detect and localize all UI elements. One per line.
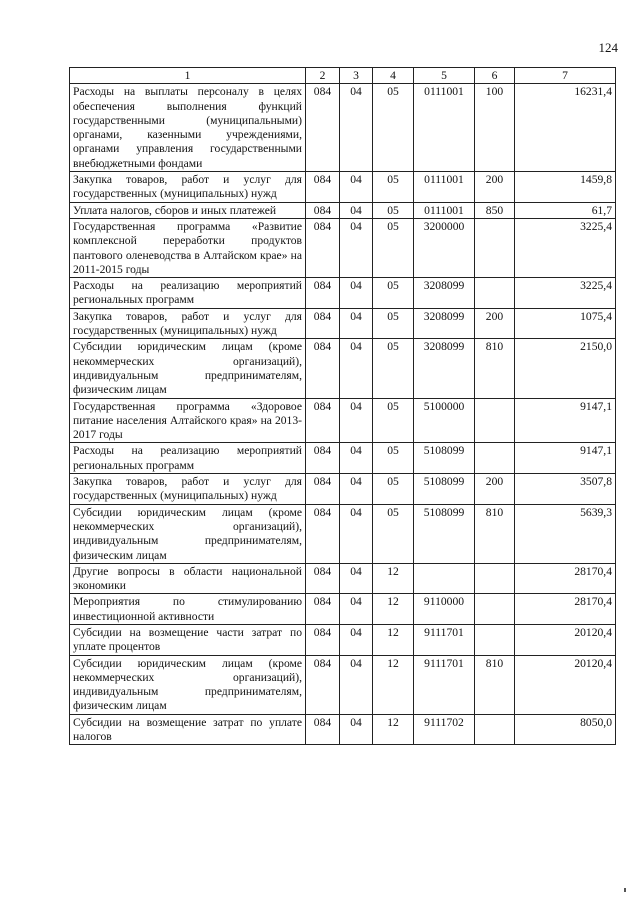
subsection-code: 05 [373,218,414,277]
target-article-code: 0111001 [414,202,475,218]
column-header: 7 [515,68,616,84]
item-description: Уплата налогов, сборов и иных платежей [70,202,306,218]
section-code: 04 [340,398,373,443]
amount-value: 1459,8 [515,172,616,203]
section-code: 04 [340,172,373,203]
target-article-code: 0111001 [414,84,475,172]
item-description: Субсидии на возмещение затрат по уплате налогов [70,714,306,745]
expense-type-code: 810 [475,504,515,563]
subsection-code: 12 [373,714,414,745]
subsection-code: 05 [373,339,414,398]
admin-code: 084 [306,218,340,277]
table-row [70,339,616,398]
amount-value: 3507,8 [515,474,616,505]
expense-type-code: 200 [475,474,515,505]
subsection-code: 05 [373,278,414,309]
table-row [70,308,616,339]
item-description: Расходы на выплаты персоналу в целях обеспечения выполнения функций государственными (муниципальными) органами, казенными учреждениями, органами управления государственными внебюджетными фондами [70,84,306,172]
amount-value: 1075,4 [515,308,616,339]
item-description: Субсидии юридическим лицам (кроме некоммерческих организаций), индивидуальным предпринимателям, физическим лицам [70,504,306,563]
admin-code: 084 [306,202,340,218]
section-code: 04 [340,563,373,594]
column-header: 2 [306,68,340,84]
admin-code: 084 [306,398,340,443]
budget-table [69,67,616,745]
table-row [70,84,616,172]
section-code: 04 [340,504,373,563]
item-description: Расходы на реализацию мероприятий региональных программ [70,278,306,309]
subsection-code: 05 [373,474,414,505]
expense-type-code [475,563,515,594]
item-description: Субсидии юридическим лицам (кроме некоммерческих организаций), индивидуальным предпринимателям, физическим лицам [70,339,306,398]
table-row [70,624,616,655]
target-article-code: 9111701 [414,624,475,655]
subsection-code: 12 [373,594,414,625]
item-description: Расходы на реализацию мероприятий региональных программ [70,443,306,474]
amount-value: 9147,1 [515,443,616,474]
table-row [70,202,616,218]
admin-code: 084 [306,714,340,745]
target-article-code: 5100000 [414,398,475,443]
expense-type-code [475,714,515,745]
section-code: 04 [340,443,373,474]
amount-value: 3225,4 [515,278,616,309]
expense-type-code: 810 [475,339,515,398]
target-article-code: 3208099 [414,339,475,398]
subsection-code: 12 [373,624,414,655]
target-article-code: 3208099 [414,308,475,339]
target-article-code: 5108099 [414,443,475,474]
table-row [70,398,616,443]
expense-type-code [475,624,515,655]
subsection-code: 05 [373,504,414,563]
subsection-code: 05 [373,172,414,203]
section-code: 04 [340,278,373,309]
target-article-code: 9111702 [414,714,475,745]
subsection-code: 05 [373,308,414,339]
expense-type-code [475,218,515,277]
expense-type-code: 100 [475,84,515,172]
admin-code: 084 [306,474,340,505]
subsection-code: 12 [373,563,414,594]
subsection-code: 05 [373,398,414,443]
admin-code: 084 [306,624,340,655]
header-row [70,68,616,84]
expense-type-code: 850 [475,202,515,218]
expense-type-code [475,443,515,474]
admin-code: 084 [306,308,340,339]
expense-type-code [475,594,515,625]
expense-type-code [475,278,515,309]
column-header: 3 [340,68,373,84]
expense-type-code: 810 [475,655,515,714]
table-body [70,84,616,745]
table-row [70,594,616,625]
section-code: 04 [340,655,373,714]
subsection-code: 12 [373,655,414,714]
admin-code: 084 [306,563,340,594]
subsection-code: 05 [373,84,414,172]
amount-value: 61,7 [515,202,616,218]
amount-value: 20120,4 [515,655,616,714]
section-code: 04 [340,624,373,655]
target-article-code: 3200000 [414,218,475,277]
section-code: 04 [340,714,373,745]
item-description: Субсидии юридическим лицам (кроме некоммерческих организаций), индивидуальным предпринимателям, физическим лицам [70,655,306,714]
item-description: Закупка товаров, работ и услуг для государственных (муниципальных) нужд [70,172,306,203]
column-header: 6 [475,68,515,84]
target-article-code: 9110000 [414,594,475,625]
amount-value: 5639,3 [515,504,616,563]
amount-value: 28170,4 [515,594,616,625]
table-row [70,714,616,745]
section-code: 04 [340,202,373,218]
expense-type-code: 200 [475,308,515,339]
section-code: 04 [340,308,373,339]
target-article-code [414,563,475,594]
item-description: Закупка товаров, работ и услуг для государственных (муниципальных) нужд [70,474,306,505]
target-article-code: 3208099 [414,278,475,309]
expense-type-code [475,398,515,443]
item-description: Закупка товаров, работ и услуг для государственных (муниципальных) нужд [70,308,306,339]
item-description: Государственная программа «Развитие комплексной переработки продуктов пантового оленеводства в Алтайском крае» на 2011-2015 годы [70,218,306,277]
target-article-code: 0111001 [414,172,475,203]
column-header: 5 [414,68,475,84]
amount-value: 28170,4 [515,563,616,594]
table-row [70,443,616,474]
section-code: 04 [340,474,373,505]
table-row [70,218,616,277]
amount-value: 8050,0 [515,714,616,745]
table-row [70,278,616,309]
item-description: Мероприятия по стимулированию инвестиционной активности [70,594,306,625]
item-description: Субсидии на возмещение части затрат по уплате процентов [70,624,306,655]
target-article-code: 5108099 [414,474,475,505]
table-row [70,172,616,203]
column-header: 1 [70,68,306,84]
subsection-code: 05 [373,443,414,474]
column-header: 4 [373,68,414,84]
admin-code: 084 [306,443,340,474]
amount-value: 9147,1 [515,398,616,443]
admin-code: 084 [306,84,340,172]
amount-value: 16231,4 [515,84,616,172]
amount-value: 2150,0 [515,339,616,398]
section-code: 04 [340,84,373,172]
admin-code: 084 [306,172,340,203]
table-row [70,504,616,563]
scan-mark [624,888,626,892]
item-description: Другие вопросы в области национальной экономики [70,563,306,594]
amount-value: 3225,4 [515,218,616,277]
table-row [70,655,616,714]
subsection-code: 05 [373,202,414,218]
admin-code: 084 [306,655,340,714]
amount-value: 20120,4 [515,624,616,655]
section-code: 04 [340,218,373,277]
section-code: 04 [340,339,373,398]
target-article-code: 5108099 [414,504,475,563]
table-row [70,474,616,505]
page-number: 124 [598,40,618,55]
admin-code: 084 [306,278,340,309]
section-code: 04 [340,594,373,625]
item-description: Государственная программа «Здоровое питание населения Алтайского края» на 2013-2017 годы [70,398,306,443]
admin-code: 084 [306,339,340,398]
expense-type-code: 200 [475,172,515,203]
admin-code: 084 [306,504,340,563]
target-article-code: 9111701 [414,655,475,714]
table-row [70,563,616,594]
admin-code: 084 [306,594,340,625]
